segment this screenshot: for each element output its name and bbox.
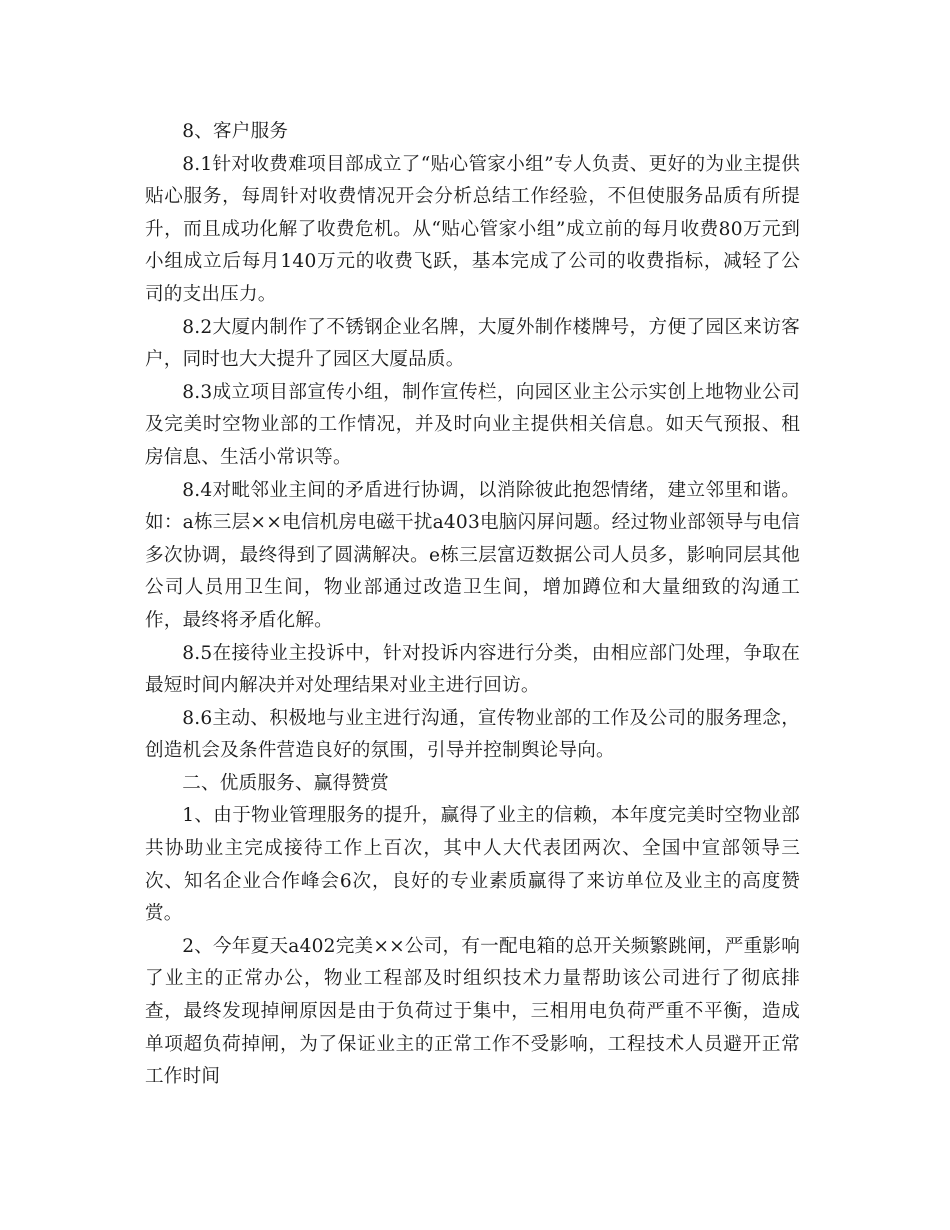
paragraph-8-5: 8.5在接待业主投诉中，针对投诉内容进行分类，由相应部门处理，争取在最短时间内解决并对处理结果对业主进行回访。 — [145, 642, 800, 697]
section-heading-customer-service: 8、客户服务 — [182, 121, 289, 142]
paragraph-8-1: 8.1针对收费难项目部成立了“贴心管家小组”专人负责、更好的为业主提供贴心服务，每周针对收费情况开会分析总结工作经验，不但使服务品质有所提升，而且成功化解了收费危机。从“贴心管家小组”成立前的每月收费80万元到小组成立后每月140万元的收费飞跃，基本完成了公司的收费指标，减轻了公司的支出压力。 — [145, 153, 800, 305]
paragraph-8-4: 8.4对毗邻业主间的矛盾进行协调，以消除彼此抱怨情绪，建立邻里和谐。如：a栋三层××电信机房电磁干扰a403电脑闪屏问题。经过物业部领导与电信多次协调，最终得到了圆满解决。e栋三层富迈数据公司人员多，影响同层其他公司人员用卫生间，物业部通过改造卫生间，增加蹲位和大量细致的沟通工作，最终将矛盾化解。 — [145, 479, 800, 631]
paragraph-item-2: 2、今年夏天a402完美××公司，有一配电箱的总开关频繁跳闸，严重影响了业主的正常办公，物业工程部及时组织技术力量帮助该公司进行了彻底排查，最终发现掉闸原因是由于负荷过于集中，三相用电负荷严重不平衡，造成单项超负荷掉闸，为了保证业主的正常工作不受影响，工程技术人员避开正常工作时间 — [145, 935, 800, 1088]
paragraph-8-6: 8.6主动、积极地与业主进行沟通，宣传物业部的工作及公司的服务理念，创造机会及条件营造良好的氛围，引导并控制舆论导向。 — [145, 707, 800, 762]
paragraph-item-1: 1、由于物业管理服务的提升，赢得了业主的信赖，本年度完美时空物业部共协助业主完成接待工作上百次，其中人大代表团两次、全国中宣部领导三次、知名企业合作峰会6次，良好的专业素质赢得了来访单位及业主的高度赞赏。 — [145, 805, 800, 925]
paragraph-8-3: 8.3成立项目部宣传小组，制作宣传栏，向园区业主公示实创上地物业公司及完美时空物业部的工作情况，并及时向业主提供相关信息。如天气预报、租房信息、生活小常识等。 — [145, 381, 800, 468]
document-body — [145, 116, 800, 1094]
section-heading-quality-service: 二、优质服务、赢得赞赏 — [182, 772, 389, 794]
paragraph-8-2: 8.2大厦内制作了不锈钢企业名牌，大厦外制作楼牌号，方便了园区来访客户，同时也大大提升了园区大厦品质。 — [145, 316, 800, 371]
